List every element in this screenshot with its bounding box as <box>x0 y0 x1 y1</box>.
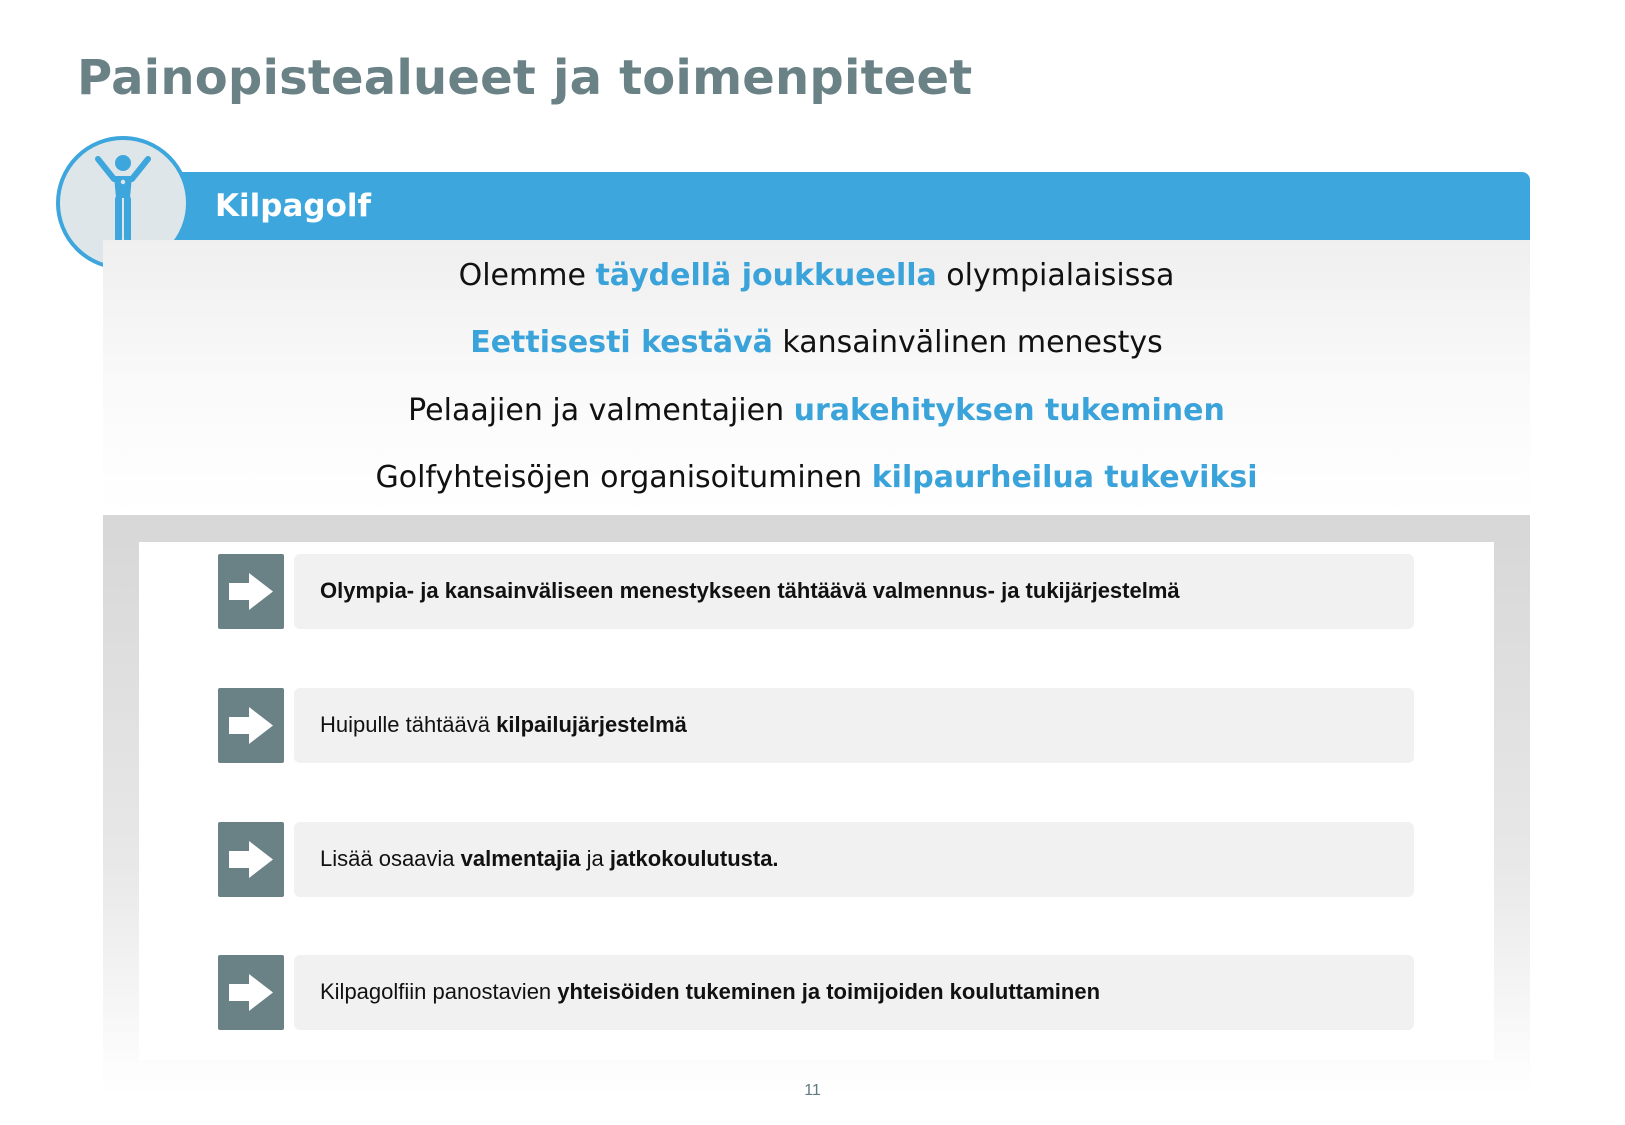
action-text: Lisää osaavia valmentajia ja jatkokoulutusta. <box>320 846 779 871</box>
actions-panel <box>139 542 1494 1060</box>
goals-panel <box>103 240 1530 515</box>
section-title: Kilpagolf <box>215 188 371 224</box>
action-text-box <box>294 822 1414 897</box>
action-item <box>218 554 1414 630</box>
action-text: Huipulle tähtäävä kilpailujärjestelmä <box>320 712 687 737</box>
action-item <box>218 955 1414 1031</box>
goal-line: Eettisesti kestävä kansainvälinen menestys <box>470 325 1163 360</box>
page-title: Painopistealueet ja toimenpiteet <box>77 50 973 106</box>
action-text: Olympia- ja kansainväliseen menestykseen tähtäävä valmennus- ja tukijärjestelmä <box>320 578 1180 603</box>
page-number: 11 <box>804 1082 821 1099</box>
arrow-right-icon <box>218 554 284 629</box>
actions-frame <box>103 515 1530 1095</box>
goal-line: Pelaajien ja valmentajien urakehityksen tukeminen <box>408 393 1225 428</box>
goal-line: Golfyhteisöjen organisoituminen kilpaurheilua tukeviksi <box>375 460 1258 495</box>
action-item <box>218 688 1414 764</box>
arrow-right-icon <box>218 688 284 763</box>
action-text-box <box>294 554 1414 629</box>
action-item <box>218 822 1414 898</box>
action-text-box <box>294 688 1414 763</box>
section-header-bar <box>135 172 1530 240</box>
action-text-box <box>294 955 1414 1030</box>
goal-line: Olemme täydellä joukkueella olympialaisissa <box>458 258 1175 293</box>
action-text: Kilpagolfiin panostavien yhteisöiden tukeminen ja toimijoiden kouluttaminen <box>320 979 1101 1004</box>
arrow-right-icon <box>218 822 284 897</box>
arrow-right-icon <box>218 955 284 1030</box>
